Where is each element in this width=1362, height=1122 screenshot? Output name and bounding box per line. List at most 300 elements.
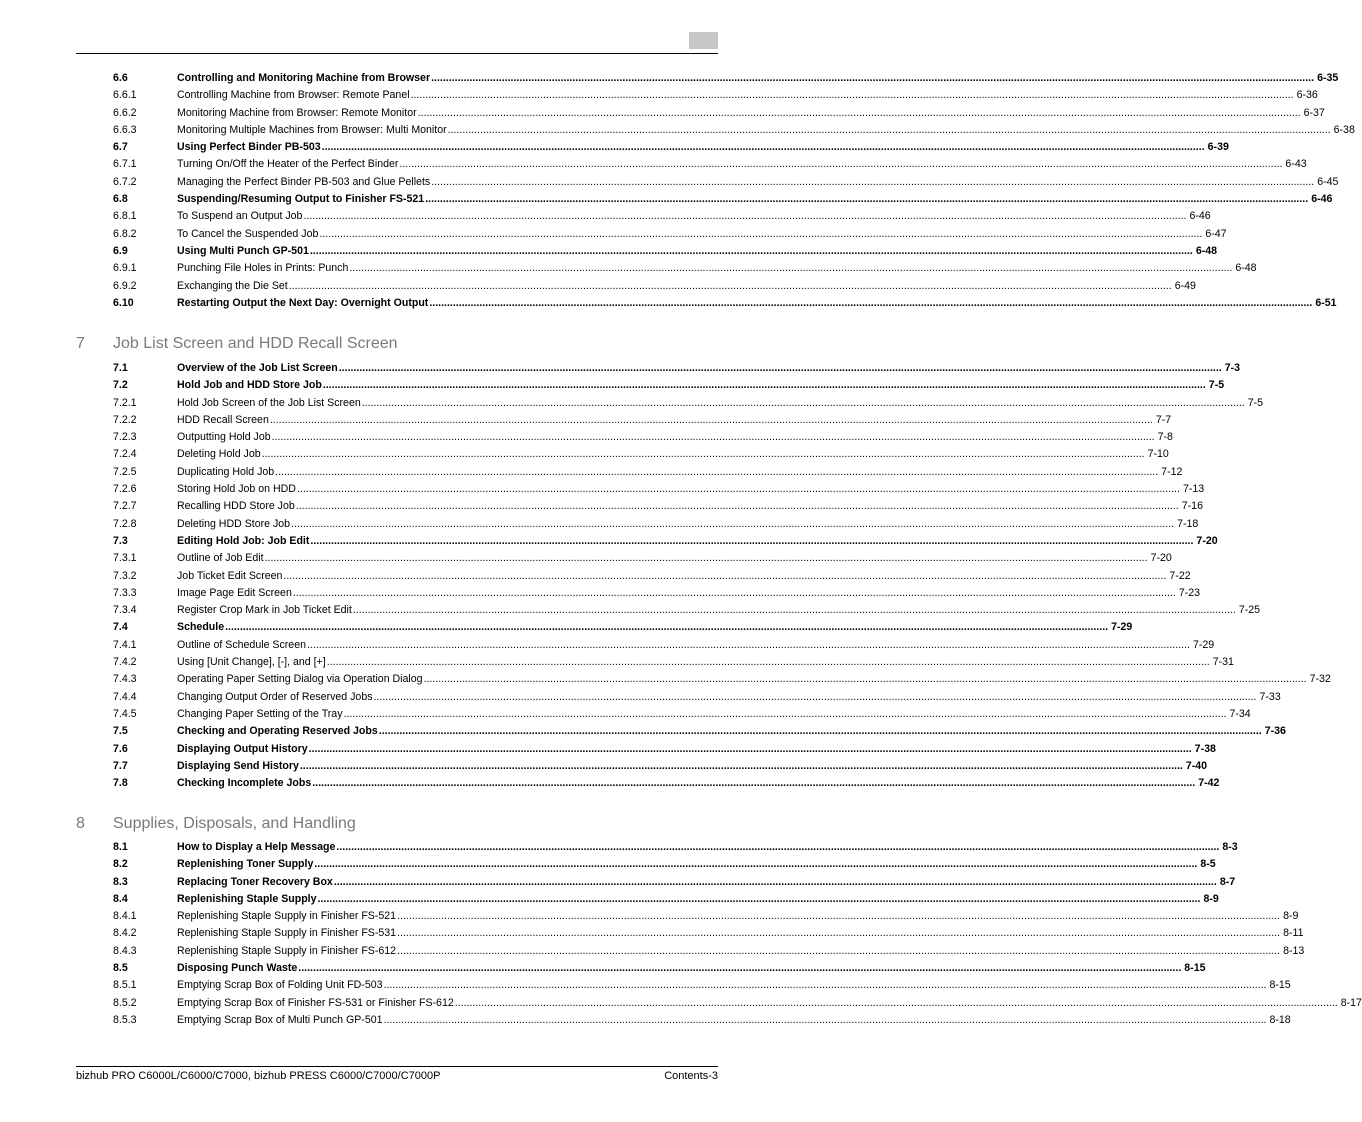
- toc-entry-page: 6-38: [1333, 123, 1355, 136]
- toc-entry[interactable]: [0, 671, 1331, 688]
- toc-leader-dots: ............................................................................................................................................................................................................................................................................................................: [298, 962, 1182, 975]
- toc-entry[interactable]: [0, 874, 1236, 891]
- toc-entry-number: 8.4.3: [113, 944, 137, 957]
- toc-entry-line: [177, 243, 1218, 260]
- toc-leader-dots: ............................................................................................................................................................................................................................................................................................................: [423, 673, 1307, 686]
- toc-leader-dots: ............................................................................................................................................................................................................................................................................................................: [447, 123, 1331, 136]
- toc-leader-dots: ............................................................................................................................................................................................................................................................................................................: [326, 656, 1210, 669]
- toc-entry-line: [177, 1012, 1291, 1029]
- footer-page-label: Contents-3: [664, 1070, 718, 1082]
- chapter-title: Supplies, Disposals, and Handling: [113, 815, 356, 832]
- toc-entry-number: 6.9.1: [113, 262, 137, 275]
- toc-entry-line: [177, 908, 1299, 925]
- toc-leader-dots: ............................................................................................................................................................................................................................................................................................................: [399, 158, 1283, 171]
- toc-entry[interactable]: [0, 585, 1201, 602]
- toc-leader-dots: ............................................................................................................................................................................................................................................................................................................: [295, 500, 1179, 513]
- toc-entry-page: 7-33: [1259, 690, 1281, 703]
- toc-entry[interactable]: [0, 960, 1206, 977]
- toc-entry-line: [177, 412, 1172, 429]
- toc-entry-page: 6-45: [1317, 175, 1339, 188]
- toc-entry-page: 8-3: [1222, 841, 1238, 853]
- toc-entry-line: [177, 429, 1173, 446]
- toc-entry-number: 7.3.3: [113, 586, 137, 599]
- toc-entry-line: [177, 122, 1355, 139]
- toc-entry-number: 8.4.1: [113, 910, 137, 923]
- toc-leader-dots: ............................................................................................................................................................................................................................................................................................................: [275, 465, 1159, 478]
- toc-entry[interactable]: [0, 360, 1241, 377]
- toc-entry-line: [177, 70, 1339, 87]
- toc-leader-dots: ............................................................................................................................................................................................................................................................................................................: [283, 569, 1167, 582]
- toc-entry[interactable]: [0, 498, 1203, 515]
- toc-entry-title: Controlling Machine from Browser: Remote Panel: [177, 89, 410, 102]
- toc-entry-line: [177, 568, 1191, 585]
- toc-entry-number: 6.6.3: [113, 123, 137, 136]
- toc-entry[interactable]: [0, 156, 1307, 173]
- toc-entry[interactable]: [0, 550, 1172, 567]
- toc-leader-dots: ............................................................................................................................................................................................................................................................................................................: [317, 892, 1201, 905]
- toc-entry-number: 8.4: [113, 892, 128, 905]
- toc-entry-title: Suspending/Resuming Output to Finisher FS-521: [177, 193, 425, 206]
- toc-entry[interactable]: [0, 758, 1208, 775]
- toc-leader-dots: ............................................................................................................................................................................................................................................................................................................: [336, 841, 1220, 853]
- toc-leader-dots: ............................................................................................................................................................................................................................................................................................................: [397, 944, 1281, 957]
- toc-entry-number: 7.4: [113, 621, 128, 634]
- toc-entry-title: Job Ticket Edit Screen: [177, 569, 283, 582]
- toc-entry[interactable]: [0, 464, 1183, 481]
- toc-entry[interactable]: [0, 174, 1339, 191]
- toc-entry-line: [177, 995, 1362, 1012]
- toc-entry-page: 8-11: [1283, 927, 1304, 940]
- toc-entry-number: 7.2.5: [113, 465, 137, 478]
- toc-entry-line: [177, 139, 1229, 156]
- toc-entry-number: 6.10: [113, 296, 134, 309]
- chapter-number: 8: [76, 815, 85, 832]
- toc-entry-title: Disposing Punch Waste: [177, 962, 298, 975]
- toc-leader-dots: ............................................................................................................................................................................................................................................................................................................: [454, 996, 1338, 1009]
- toc-entry[interactable]: [0, 839, 1238, 856]
- toc-entry-number: 7.4.4: [113, 690, 137, 703]
- toc-leader-dots: ............................................................................................................................................................................................................................................................................................................: [314, 858, 1198, 871]
- toc-entry-page: 7-16: [1181, 500, 1203, 513]
- toc-entry-page: 8-18: [1269, 1013, 1291, 1026]
- toc-entry-page: 7-13: [1182, 483, 1205, 496]
- toc-leader-dots: ............................................................................................................................................................................................................................................................................................................: [410, 89, 1294, 102]
- toc-entry-page: 6-48: [1235, 262, 1257, 275]
- toc-entry-title: Using Perfect Binder PB-503: [177, 141, 321, 154]
- toc-entry-number: 8.3: [113, 875, 128, 888]
- toc-entry[interactable]: [0, 943, 1305, 960]
- toc-entry-page: 7-42: [1198, 777, 1220, 790]
- toc-entry-page: 8-7: [1219, 875, 1236, 888]
- header-rule: [76, 53, 718, 54]
- toc-entry-line: [177, 533, 1218, 550]
- toc-entry-page: 6-51: [1315, 296, 1337, 309]
- toc-entry-number: 7.8: [113, 777, 128, 790]
- toc-entry[interactable]: [0, 295, 1337, 312]
- toc-entry-page: 6-49: [1174, 279, 1196, 292]
- toc-entry-line: [177, 498, 1203, 515]
- toc-entry-title: Overview of the Job List Screen: [177, 362, 338, 374]
- toc-entry-page: 7-34: [1229, 707, 1251, 720]
- toc-entry-title: HDD Recall Screen: [177, 413, 269, 426]
- toc-entry-line: [177, 295, 1337, 312]
- toc-entry[interactable]: [0, 139, 1229, 156]
- toc-entry-title: Register Crop Mark in Job Ticket Edit: [177, 604, 352, 617]
- toc-entry-line: [177, 874, 1236, 891]
- toc-entry-line: [177, 741, 1216, 758]
- toc-entry-page: 7-8: [1157, 431, 1173, 444]
- toc-entry[interactable]: [0, 516, 1199, 533]
- toc-entry[interactable]: [0, 429, 1173, 446]
- toc-entry-title: Hold Job and HDD Store Job: [177, 379, 322, 392]
- toc-entry-line: [177, 226, 1227, 243]
- toc-entry-line: [177, 856, 1216, 873]
- toc-entry-line: [177, 550, 1172, 567]
- toc-entry-number: 6.6: [113, 72, 128, 84]
- toc-entry-line: [177, 446, 1169, 463]
- toc-leader-dots: ............................................................................................................................................................................................................................................................................................................: [291, 517, 1175, 530]
- toc-entry[interactable]: [0, 602, 1261, 619]
- toc-entry-line: [177, 839, 1238, 856]
- toc-entry[interactable]: [0, 775, 1220, 792]
- toc-entry[interactable]: [0, 568, 1191, 585]
- toc-entry-page: 7-29: [1192, 638, 1215, 651]
- toc-entry[interactable]: [0, 87, 1318, 104]
- toc-leader-dots: ............................................................................................................................................................................................................................................................................................................: [352, 604, 1236, 617]
- toc-leader-dots: ............................................................................................................................................................................................................................................................................................................: [383, 1013, 1267, 1026]
- toc-entry[interactable]: [0, 446, 1169, 463]
- toc-entry-number: 7.3: [113, 534, 128, 547]
- toc-entry-page: 7-36: [1264, 725, 1286, 738]
- toc-entry-page: 8-5: [1200, 858, 1216, 871]
- toc-entry-title: Checking Incomplete Jobs: [177, 777, 312, 790]
- toc-entry-number: 6.7.2: [113, 175, 137, 188]
- toc-entry-page: 8-15: [1269, 979, 1291, 992]
- toc-entry-title: Punching File Holes in Prints: Punch: [177, 262, 349, 275]
- toc-entry[interactable]: [0, 891, 1219, 908]
- toc-entry-page: 7-20: [1196, 534, 1218, 547]
- toc-entry-title: How to Display a Help Message: [177, 841, 336, 853]
- page-corner-tab: [689, 32, 718, 49]
- toc-entry-title: Deleting HDD Store Job: [177, 517, 291, 530]
- toc-entry-title: Emptying Scrap Box of Folding Unit FD-503: [177, 979, 383, 992]
- toc-entry-number: 6.7: [113, 141, 128, 154]
- toc-entry-page: 7-25: [1238, 604, 1261, 617]
- toc-entry-title: Replacing Toner Recovery Box: [177, 875, 333, 888]
- toc-entry-number: 6.6.1: [113, 89, 137, 102]
- toc-leader-dots: ............................................................................................................................................................................................................................................................................................................: [429, 296, 1313, 309]
- toc-entry-line: [177, 360, 1241, 377]
- toc-entry-page: 7-38: [1194, 742, 1216, 755]
- toc-entry-number: 6.8.2: [113, 227, 137, 240]
- toc-leader-dots: ............................................................................................................................................................................................................................................................................................................: [338, 362, 1222, 374]
- toc-entry-page: 7-22: [1169, 569, 1191, 582]
- toc-entry-title: Exchanging the Die Set: [177, 279, 288, 292]
- toc-section-6: [0, 70, 1355, 312]
- toc-entry-title: Outputting Hold Job: [177, 431, 271, 444]
- footer-product-name: bizhub PRO C6000L/C6000/C7000, bizhub PRESS C6000/C7000/C7000P: [76, 1070, 441, 1082]
- toc-entry-line: [177, 377, 1225, 394]
- toc-leader-dots: ............................................................................................................................................................................................................................................................................................................: [322, 379, 1206, 392]
- toc-entry[interactable]: [0, 741, 1216, 758]
- toc-entry-title: Replenishing Staple Supply: [177, 892, 317, 905]
- toc-leader-dots: ............................................................................................................................................................................................................................................................................................................: [349, 262, 1233, 275]
- toc-entry-number: 7.2.7: [113, 500, 137, 513]
- toc-entry-title: Emptying Scrap Box of Finisher FS-531 or Finisher FS-612: [177, 996, 454, 1009]
- toc-leader-dots: ............................................................................................................................................................................................................................................................................................................: [261, 448, 1145, 461]
- toc-entry-line: [177, 943, 1305, 960]
- toc-entry-number: 8.5.3: [113, 1013, 137, 1026]
- toc-entry-page: 7-23: [1178, 586, 1201, 599]
- toc-entry-title: Changing Paper Setting of the Tray: [177, 707, 343, 720]
- toc-entry-line: [177, 516, 1199, 533]
- toc-entry-page: 7-32: [1309, 673, 1331, 686]
- toc-entry-page: 8-9: [1283, 910, 1299, 923]
- toc-entry-number: 7.2: [113, 379, 128, 392]
- toc-leader-dots: ............................................................................................................................................................................................................................................................................................................: [431, 72, 1315, 84]
- toc-entry-line: [177, 706, 1251, 723]
- toc-entry-title: Restarting Output the Next Day: Overnight Output: [177, 296, 429, 309]
- toc-leader-dots: ............................................................................................................................................................................................................................................................................................................: [310, 534, 1194, 547]
- toc-entry-page: 6-47: [1205, 227, 1227, 240]
- toc-entry-title: To Suspend an Output Job: [177, 210, 303, 223]
- toc-entry-line: [177, 208, 1211, 225]
- toc-entry-number: 7.4.1: [113, 638, 137, 651]
- toc-entry[interactable]: [0, 226, 1227, 243]
- chapter-heading-7: [0, 335, 793, 357]
- toc-leader-dots: ............................................................................................................................................................................................................................................................................................................: [299, 759, 1183, 772]
- toc-leader-dots: ............................................................................................................................................................................................................................................................................................................: [292, 586, 1176, 599]
- toc-entry-title: Operating Paper Setting Dialog via Operation Dialog: [177, 673, 423, 686]
- toc-entry[interactable]: [0, 689, 1281, 706]
- toc-entry-title: Outline of Schedule Screen: [177, 638, 306, 651]
- toc-entry-page: 7-31: [1212, 656, 1234, 669]
- toc-entry-page: 8-17: [1340, 996, 1362, 1009]
- toc-entry-number: 7.3.1: [113, 552, 137, 565]
- toc-entry[interactable]: [0, 654, 1234, 671]
- toc-entry[interactable]: [0, 377, 1225, 394]
- toc-entry-line: [177, 925, 1304, 942]
- toc-entry-number: 7.2.4: [113, 448, 137, 461]
- toc-entry-title: Replenishing Toner Supply: [177, 858, 314, 871]
- toc-entry-number: 7.3.2: [113, 569, 137, 582]
- toc-entry-title: Replenishing Staple Supply in Finisher FS-612: [177, 944, 397, 957]
- toc-entry-line: [177, 105, 1325, 122]
- toc-leader-dots: ............................................................................................................................................................................................................................................................................................................: [312, 777, 1196, 790]
- toc-entry-title: Using Multi Punch GP-501: [177, 244, 309, 257]
- toc-entry-title: Hold Job Screen of the Job List Screen: [177, 396, 361, 409]
- toc-entry[interactable]: [0, 278, 1196, 295]
- toc-entry[interactable]: [0, 1012, 1291, 1029]
- toc-entry-line: [177, 960, 1206, 977]
- toc-entry-page: 6-36: [1296, 89, 1318, 102]
- toc-entry-line: [177, 481, 1205, 498]
- toc-entry-page: 6-39: [1207, 141, 1229, 154]
- toc-entry-page: 7-5: [1247, 396, 1264, 409]
- toc-entry[interactable]: [0, 856, 1216, 873]
- toc-leader-dots: ............................................................................................................................................................................................................................................................................................................: [378, 725, 1262, 738]
- toc-entry-title: Emptying Scrap Box of Multi Punch GP-501: [177, 1013, 383, 1026]
- toc-entry-line: [177, 278, 1196, 295]
- toc-leader-dots: ............................................................................................................................................................................................................................................................................................................: [397, 910, 1281, 923]
- toc-leader-dots: ............................................................................................................................................................................................................................................................................................................: [383, 979, 1267, 992]
- toc-entry[interactable]: [0, 925, 1304, 942]
- toc-entry[interactable]: [0, 395, 1264, 412]
- toc-entry-title: Editing Hold Job: Job Edit: [177, 534, 310, 547]
- toc-entry-title: Managing the Perfect Binder PB-503 and Glue Pellets: [177, 175, 431, 188]
- toc-leader-dots: ............................................................................................................................................................................................................................................................................................................: [321, 141, 1205, 154]
- toc-entry-page: 7-12: [1161, 465, 1183, 478]
- toc-entry-title: Outline of Job Edit: [177, 552, 264, 565]
- toc-entry[interactable]: [0, 481, 1205, 498]
- toc-entry-title: To Cancel the Suspended Job: [177, 227, 319, 240]
- toc-entry[interactable]: [0, 243, 1218, 260]
- toc-entry[interactable]: [0, 977, 1291, 994]
- toc-entry-title: Displaying Output History: [177, 742, 308, 755]
- toc-entry-number: 7.2.8: [113, 517, 137, 530]
- toc-entry-page: 6-35: [1317, 72, 1339, 84]
- toc-entry-title: Replenishing Staple Supply in Finisher FS-531: [177, 927, 397, 940]
- toc-leader-dots: ............................................................................................................................................................................................................................................................................................................: [296, 483, 1180, 496]
- toc-entry-line: [177, 464, 1183, 481]
- toc-entry-number: 7.4.5: [113, 707, 137, 720]
- toc-entry-title: Deleting Hold Job: [177, 448, 261, 461]
- toc-entry[interactable]: [0, 191, 1333, 208]
- toc-entry-line: [177, 689, 1281, 706]
- toc-entry-line: [177, 395, 1264, 412]
- toc-leader-dots: ............................................................................................................................................................................................................................................................................................................: [306, 638, 1190, 651]
- toc-entry-number: 7.1: [113, 362, 128, 374]
- toc-entry-page: 7-10: [1147, 448, 1169, 461]
- toc-entry-title: Checking and Operating Reserved Jobs: [177, 725, 378, 738]
- toc-entry[interactable]: [0, 533, 1218, 550]
- toc-entry-title: Displaying Send History: [177, 759, 299, 772]
- toc-entry-page: 8-9: [1203, 892, 1219, 905]
- toc-entry-number: 7.4.2: [113, 656, 137, 669]
- toc-leader-dots: ............................................................................................................................................................................................................................................................................................................: [397, 927, 1281, 940]
- chapter-number: 7: [76, 335, 85, 352]
- toc-entry-number: 7.2.6: [113, 483, 137, 496]
- toc-leader-dots: ............................................................................................................................................................................................................................................................................................................: [343, 707, 1227, 720]
- toc-entry-line: [177, 585, 1201, 602]
- toc-leader-dots: ............................................................................................................................................................................................................................................................................................................: [264, 552, 1148, 565]
- toc-entry-page: 6-46: [1311, 193, 1333, 206]
- toc-chapter-7: [0, 360, 1331, 792]
- toc-entry-line: [177, 637, 1215, 654]
- toc-entry-line: [177, 977, 1291, 994]
- toc-entry[interactable]: [0, 208, 1211, 225]
- toc-leader-dots: ............................................................................................................................................................................................................................................................................................................: [431, 175, 1315, 188]
- toc-entry[interactable]: [0, 637, 1215, 654]
- toc-entry-number: 6.9: [113, 244, 128, 257]
- toc-entry-number: 6.9.2: [113, 279, 137, 292]
- toc-leader-dots: ............................................................................................................................................................................................................................................................................................................: [425, 193, 1309, 206]
- toc-entry[interactable]: [0, 706, 1251, 723]
- toc-entry-number: 8.5: [113, 962, 128, 975]
- toc-entry[interactable]: [0, 908, 1299, 925]
- toc-entry-line: [177, 891, 1219, 908]
- toc-entry-number: 8.2: [113, 858, 128, 871]
- toc-entry-line: [177, 191, 1333, 208]
- toc-leader-dots: ............................................................................................................................................................................................................................................................................................................: [333, 875, 1217, 888]
- toc-leader-dots: ............................................................................................................................................................................................................................................................................................................: [417, 106, 1301, 119]
- toc-entry-title: Replenishing Staple Supply in Finisher FS-521: [177, 910, 397, 923]
- toc-entry-page: 8-13: [1283, 944, 1305, 957]
- footer-rule: [76, 1066, 718, 1067]
- toc-entry-line: [177, 654, 1234, 671]
- toc-entry-number: 7.2.1: [113, 396, 137, 409]
- chapter-title: Job List Screen and HDD Recall Screen: [113, 335, 398, 352]
- toc-entry[interactable]: [0, 260, 1257, 277]
- toc-entry-page: 7-7: [1155, 413, 1172, 426]
- toc-entry-title: Using [Unit Change], [-], and [+]: [177, 656, 326, 669]
- toc-entry-page: 6-37: [1303, 106, 1325, 119]
- toc-entry-line: [177, 758, 1208, 775]
- toc-entry-page: 7-20: [1150, 552, 1172, 565]
- toc-entry-number: 6.7.1: [113, 158, 137, 171]
- toc-leader-dots: ............................................................................................................................................................................................................................................................................................................: [308, 742, 1192, 755]
- toc-entry-page: 7-5: [1208, 379, 1225, 392]
- toc-entry-page: 7-40: [1185, 759, 1208, 772]
- toc-entry-page: 6-48: [1195, 244, 1218, 257]
- toc-entry-page: 7-29: [1111, 621, 1133, 634]
- toc-entry-line: [177, 174, 1339, 191]
- toc-entry-title: Turning On/Off the Heater of the Perfect Binder: [177, 158, 399, 171]
- toc-entry-page: 8-15: [1184, 962, 1206, 975]
- toc-leader-dots: ............................................................................................................................................................................................................................................................................................................: [361, 396, 1245, 409]
- toc-entry-title: Controlling and Monitoring Machine from Browser: [177, 72, 431, 84]
- toc-entry[interactable]: [0, 105, 1325, 122]
- toc-entry-page: 7-3: [1224, 362, 1241, 374]
- toc-entry-title: Image Page Edit Screen: [177, 586, 292, 599]
- toc-entry-line: [177, 671, 1331, 688]
- toc-entry-line: [177, 156, 1307, 173]
- toc-entry[interactable]: [0, 995, 1362, 1012]
- toc-entry-title: Changing Output Order of Reserved Jobs: [177, 690, 373, 703]
- toc-entry-number: 6.8: [113, 193, 128, 206]
- toc-entry-number: 6.6.2: [113, 106, 137, 119]
- toc-leader-dots: ............................................................................................................................................................................................................................................................................................................: [288, 279, 1172, 292]
- toc-entry-number: 7.2.3: [113, 431, 137, 444]
- toc-entry[interactable]: [0, 619, 1133, 636]
- toc-leader-dots: ............................................................................................................................................................................................................................................................................................................: [225, 621, 1109, 634]
- toc-entry-number: 7.3.4: [113, 604, 137, 617]
- toc-entry-title: Recalling HDD Store Job: [177, 500, 295, 513]
- toc-entry-number: 8.1: [113, 841, 128, 853]
- toc-entry-number: 8.4.2: [113, 927, 137, 940]
- toc-entry-page: 6-43: [1285, 158, 1307, 171]
- toc-leader-dots: ............................................................................................................................................................................................................................................................................................................: [303, 210, 1187, 223]
- toc-entry[interactable]: [0, 723, 1286, 740]
- toc-entry-title: Monitoring Machine from Browser: Remote Monitor: [177, 106, 417, 119]
- toc-entry-line: [177, 260, 1257, 277]
- toc-leader-dots: ............................................................................................................................................................................................................................................................................................................: [373, 690, 1257, 703]
- toc-entry[interactable]: [0, 412, 1172, 429]
- chapter-heading-8: [0, 815, 793, 837]
- toc-entry-number: 8.5.2: [113, 996, 137, 1009]
- toc-entry-number: 8.5.1: [113, 979, 137, 992]
- toc-entry-title: Storing Hold Job on HDD: [177, 483, 296, 496]
- toc-entry-line: [177, 723, 1286, 740]
- toc-entry-line: [177, 619, 1133, 636]
- toc-entry[interactable]: [0, 70, 1339, 87]
- toc-entry-number: 6.8.1: [113, 210, 137, 223]
- toc-entry-number: 7.2.2: [113, 413, 137, 426]
- toc-entry-page: 6-46: [1189, 210, 1211, 223]
- toc-entry[interactable]: [0, 122, 1355, 139]
- toc-entry-number: 7.4.3: [113, 673, 137, 686]
- toc-leader-dots: ............................................................................................................................................................................................................................................................................................................: [269, 413, 1153, 426]
